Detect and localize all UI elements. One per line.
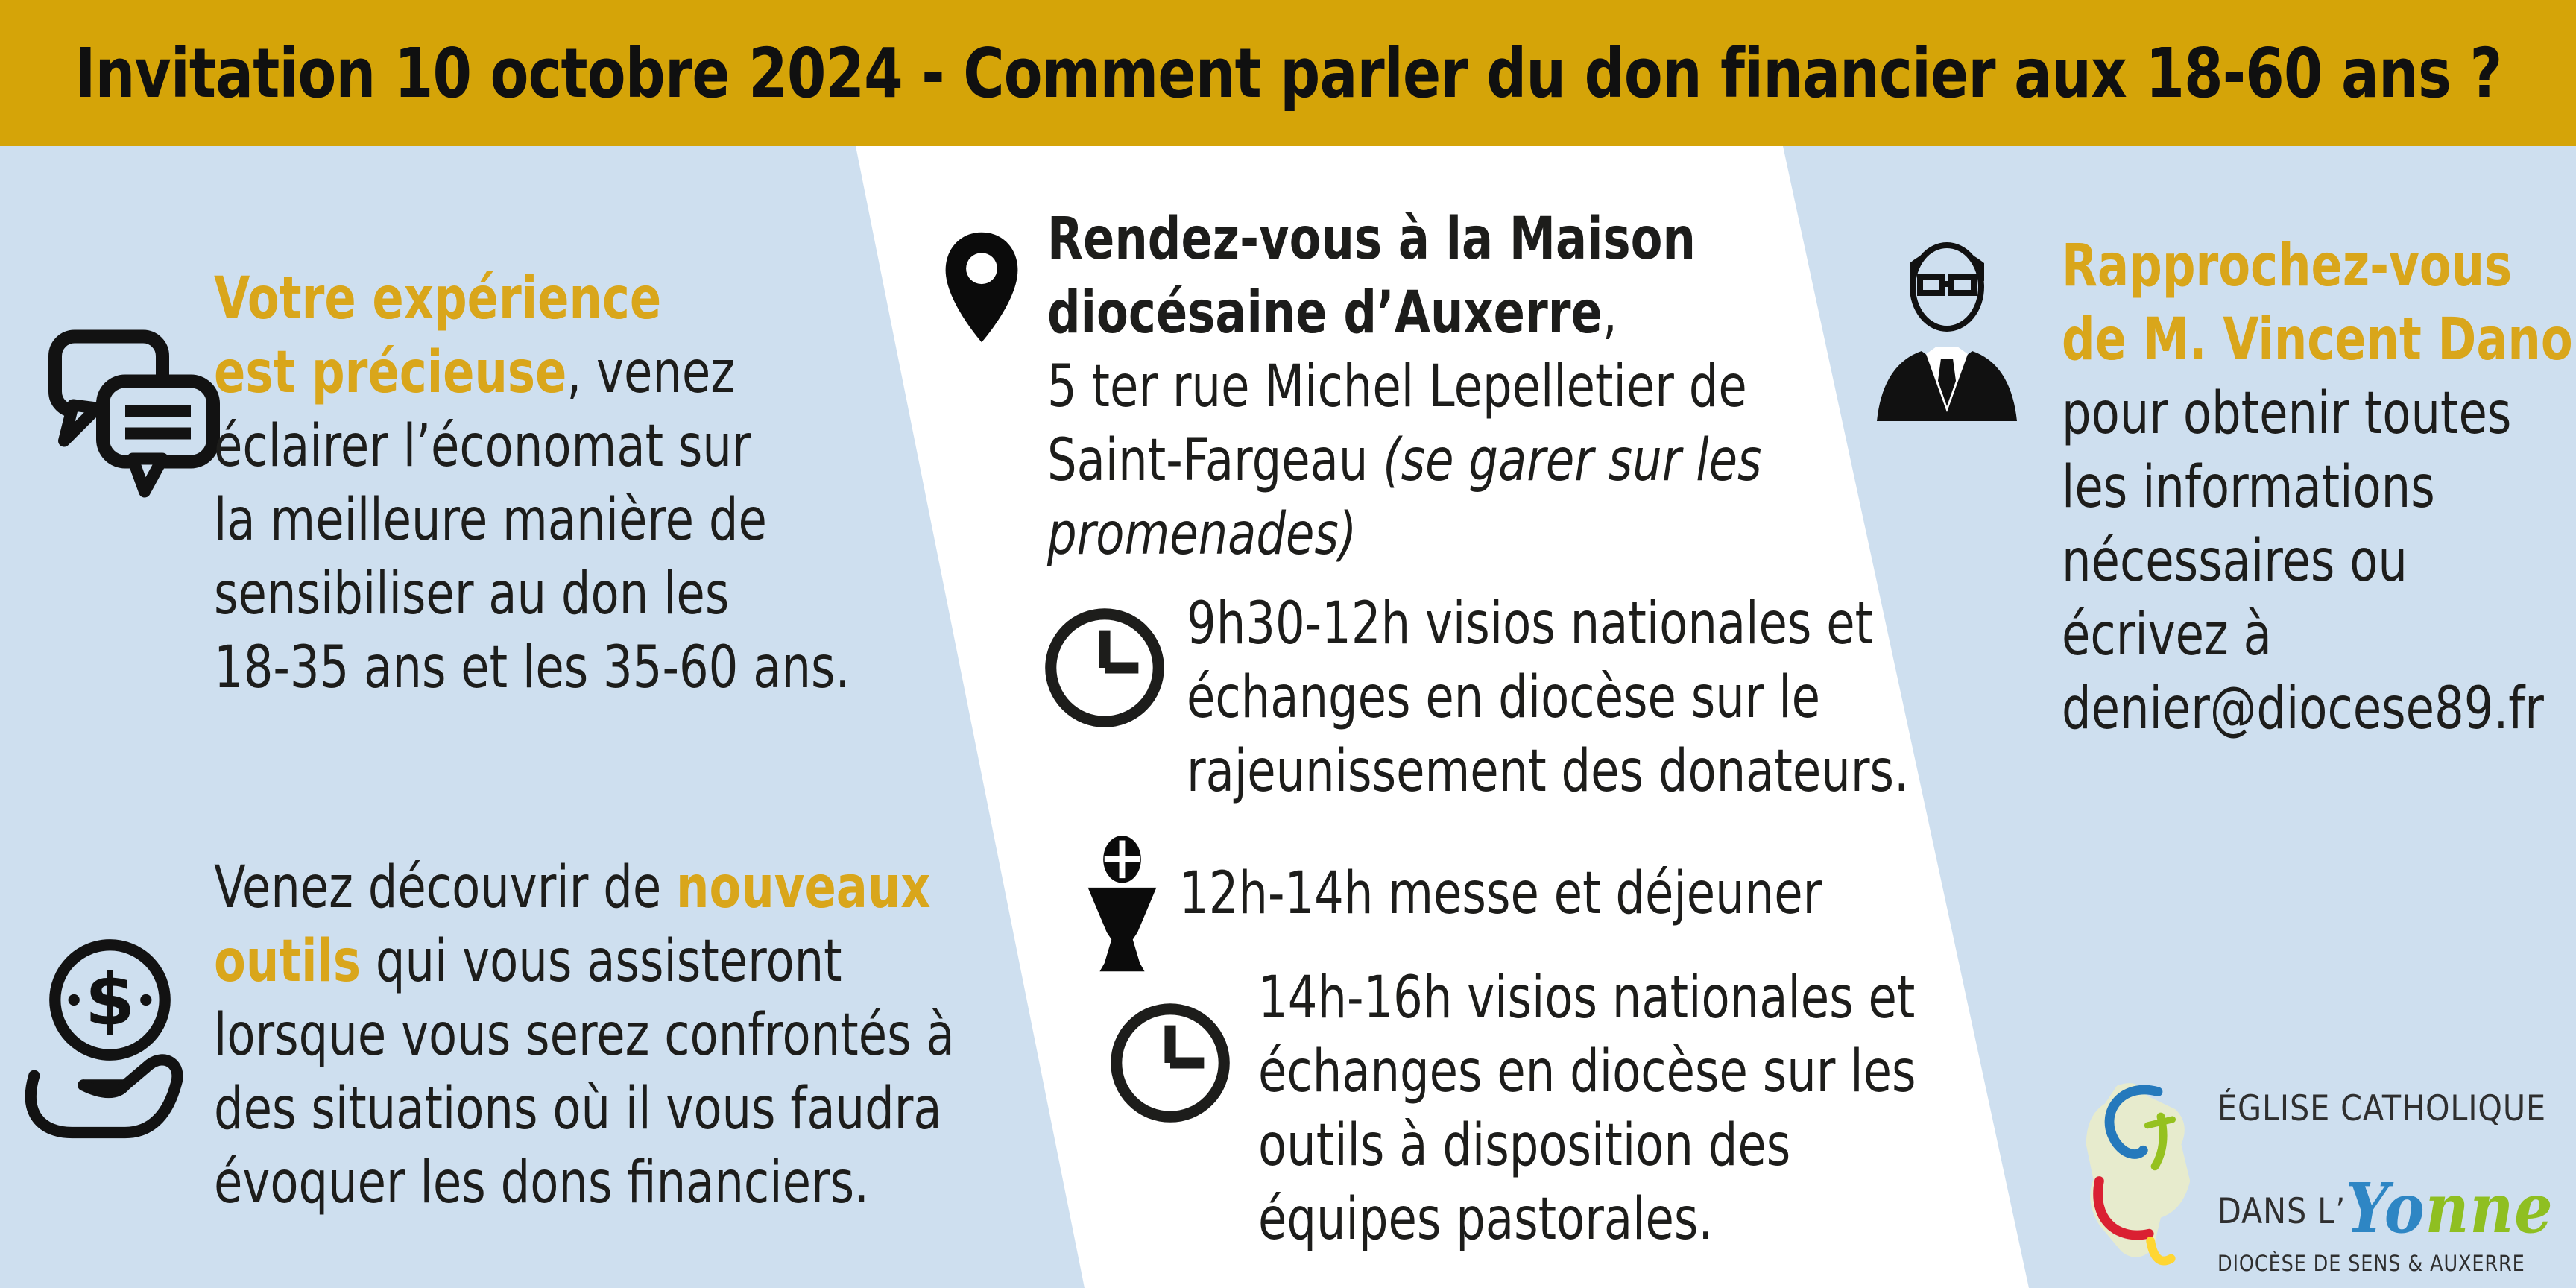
text-line: est précieuse, venez bbox=[214, 339, 736, 406]
text-line: de M. Vincent Dano bbox=[2062, 306, 2573, 373]
svg-text:$: $ bbox=[84, 957, 136, 1042]
text-line: nécessaires ou bbox=[2062, 528, 2408, 595]
clock-icon bbox=[1042, 605, 1167, 730]
diocese-yonne-logo bbox=[2068, 1077, 2206, 1282]
text-line: des situations où il vous faudra bbox=[214, 1076, 942, 1143]
text-line: Venez découvrir de nouveaux bbox=[214, 854, 931, 921]
text-line: 14h-16h visios nationales et bbox=[1258, 965, 1916, 1032]
text-line: rajeunissement des donateurs. bbox=[1187, 738, 1909, 805]
logo-line-2: DANS L’Yonne bbox=[2217, 1168, 2554, 1248]
contact-email: denier@diocese89.fr bbox=[2062, 675, 2544, 742]
tools-paragraph bbox=[214, 851, 955, 1220]
title-banner bbox=[0, 0, 2576, 146]
text-line: 12h-14h messe et déjeuner bbox=[1179, 860, 1822, 927]
chalice-host-icon bbox=[1079, 833, 1165, 975]
logo-yonne-script: Yonne bbox=[2346, 1168, 2554, 1248]
diocese-logo-text bbox=[2217, 1088, 2568, 1282]
clock-icon bbox=[1108, 1000, 1233, 1126]
text-line: outils qui vous assisteront bbox=[214, 928, 842, 995]
page-title: Invitation 10 octobre 2024 - Comment parler du don financier aux 18-60 ans ? bbox=[74, 33, 2502, 113]
afternoon-schedule bbox=[1258, 962, 1916, 1257]
text-line: 5 ter rue Michel Lepelletier de bbox=[1047, 353, 1747, 420]
experience-paragraph bbox=[214, 262, 850, 705]
text-line: Votre expérience bbox=[214, 265, 662, 332]
text-line: éclairer l’économat sur bbox=[214, 413, 751, 480]
text-line: les informations bbox=[2062, 454, 2435, 521]
man-in-suit-icon bbox=[1865, 224, 2029, 425]
mass-schedule bbox=[1179, 857, 1822, 931]
text-line: échanges en diocèse sur le bbox=[1187, 664, 1820, 731]
text-line: sensibiliser au don les bbox=[214, 561, 730, 628]
location-pin-icon bbox=[941, 222, 1023, 353]
morning-schedule bbox=[1187, 587, 1909, 809]
logo-line-1: ÉGLISE CATHOLIQUE bbox=[2217, 1088, 2547, 1129]
text-line: Rapprochez-vous bbox=[2062, 233, 2513, 300]
text-line: la meilleure manière de bbox=[214, 487, 767, 554]
text-line: 18-35 ans et les 35-60 ans. bbox=[214, 634, 850, 701]
text-line: lorsque vous serez confrontés à bbox=[214, 1002, 955, 1069]
text-line: pour obtenir toutes bbox=[2062, 380, 2512, 447]
text-line: diocésaine d’Auxerre, bbox=[1047, 280, 1617, 347]
logo-line-3: DIOCÈSE DE SENS & AUXERRE bbox=[2217, 1251, 2525, 1276]
text-line: Saint-Fargeau (se garer sur les bbox=[1047, 427, 1762, 494]
text-line: Rendez-vous à la Maison bbox=[1047, 206, 1696, 273]
text-line: échanges en diocèse sur les bbox=[1258, 1038, 1916, 1105]
text-line: promenades) bbox=[1047, 501, 1357, 568]
chat-bubbles-icon bbox=[43, 309, 222, 507]
address-paragraph bbox=[1047, 203, 1762, 572]
text-line: équipes pastorales. bbox=[1258, 1186, 1714, 1253]
text-line: outils à disposition des bbox=[1258, 1112, 1791, 1179]
text-line: écrivez à bbox=[2062, 602, 2272, 669]
coin-in-hand-icon bbox=[15, 932, 205, 1155]
text-line: 9h30-12h visios nationales et bbox=[1187, 590, 1874, 657]
contact-paragraph bbox=[2062, 230, 2573, 746]
text-line: évoquer les dons financiers. bbox=[214, 1149, 869, 1216]
